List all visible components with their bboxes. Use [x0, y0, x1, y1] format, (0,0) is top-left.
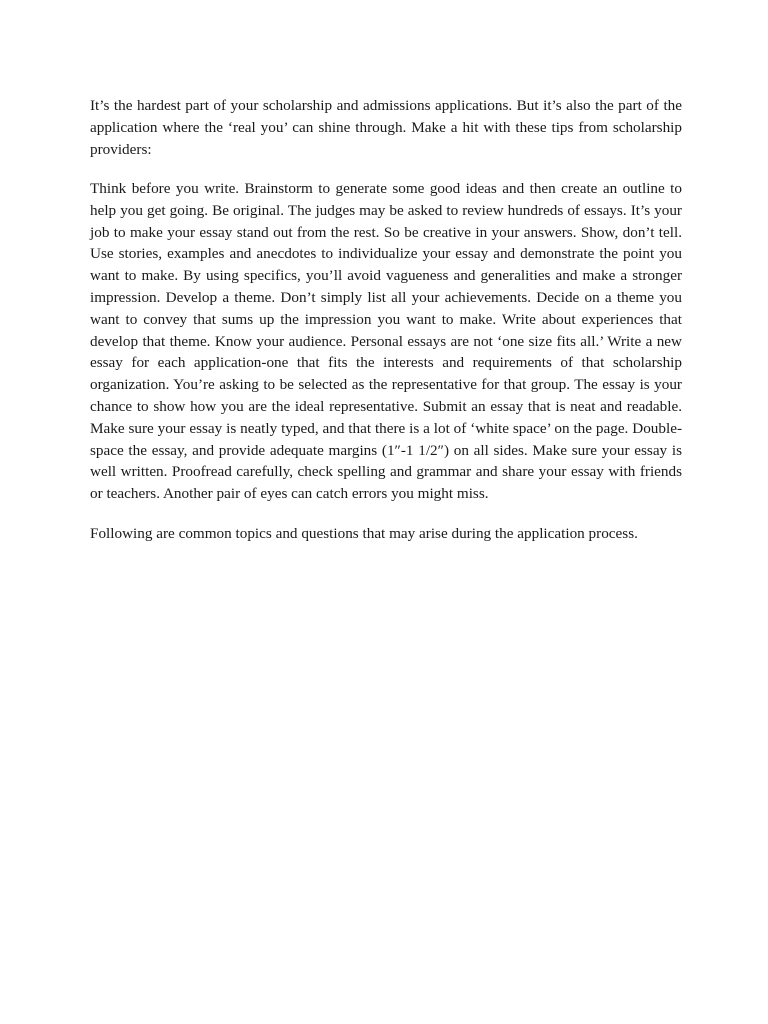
- text-line: or teachers. Another pair of eyes can catch errors you might miss.: [90, 485, 489, 503]
- text-line: space the essay, and provide adequate margins (1″-1 1/2″) on all sides. Make sure your essay is: [90, 441, 682, 459]
- text-line: impression. Develop a theme. Don’t simply list all your achievements. Decide on a theme you: [90, 288, 682, 306]
- text-line: develop that theme. Know your audience. Personal essays are not ‘one size fits all.’ Write a new: [90, 332, 682, 350]
- text-line: Following are common topics and questions that may arise during the application process.: [90, 525, 638, 542]
- text-line: Use stories, examples and anecdotes to individualize your essay and demonstrate the point you: [90, 245, 682, 263]
- text-line: Make sure your essay is neatly typed, and that there is a lot of ‘white space’ on the page. Double-: [90, 419, 682, 437]
- text-line: chance to show how you are the ideal representative. Submit an essay that is neat and readable.: [90, 397, 682, 415]
- text-line: want to convey that sums up the impression you want to make. Write about experiences that: [90, 310, 682, 328]
- text-line: Think before you write. Brainstorm to generate some good ideas and then create an outline to: [90, 180, 682, 197]
- text-line: It’s the hardest part of your scholarship and admissions applications. But it’s also the part of the: [90, 97, 682, 114]
- text-line: job to make your essay stand out from the rest. So be creative in your answers. Show, don’t tell.: [90, 223, 682, 241]
- intro-paragraph: [90, 95, 682, 160]
- text-line: well written. Proofread carefully, check spelling and grammar and share your essay with friends: [90, 463, 682, 481]
- text-line: want to make. By using specifics, you’ll avoid vagueness and generalities and make a stronger: [90, 267, 682, 285]
- text-line: providers:: [90, 140, 152, 158]
- text-line: application where the ‘real you’ can shine through. Make a hit with these tips from scholarship: [90, 118, 682, 136]
- closing-paragraph: [90, 523, 682, 545]
- text-line: help you get going. Be original. The judges may be asked to review hundreds of essays. It’s your: [90, 201, 682, 219]
- text-line: organization. You’re asking to be selected as the representative for that group. The essay is your: [90, 376, 682, 394]
- text-line: essay for each application-one that fits the interests and requirements of that scholarship: [90, 354, 682, 372]
- tips-paragraph: [90, 178, 682, 505]
